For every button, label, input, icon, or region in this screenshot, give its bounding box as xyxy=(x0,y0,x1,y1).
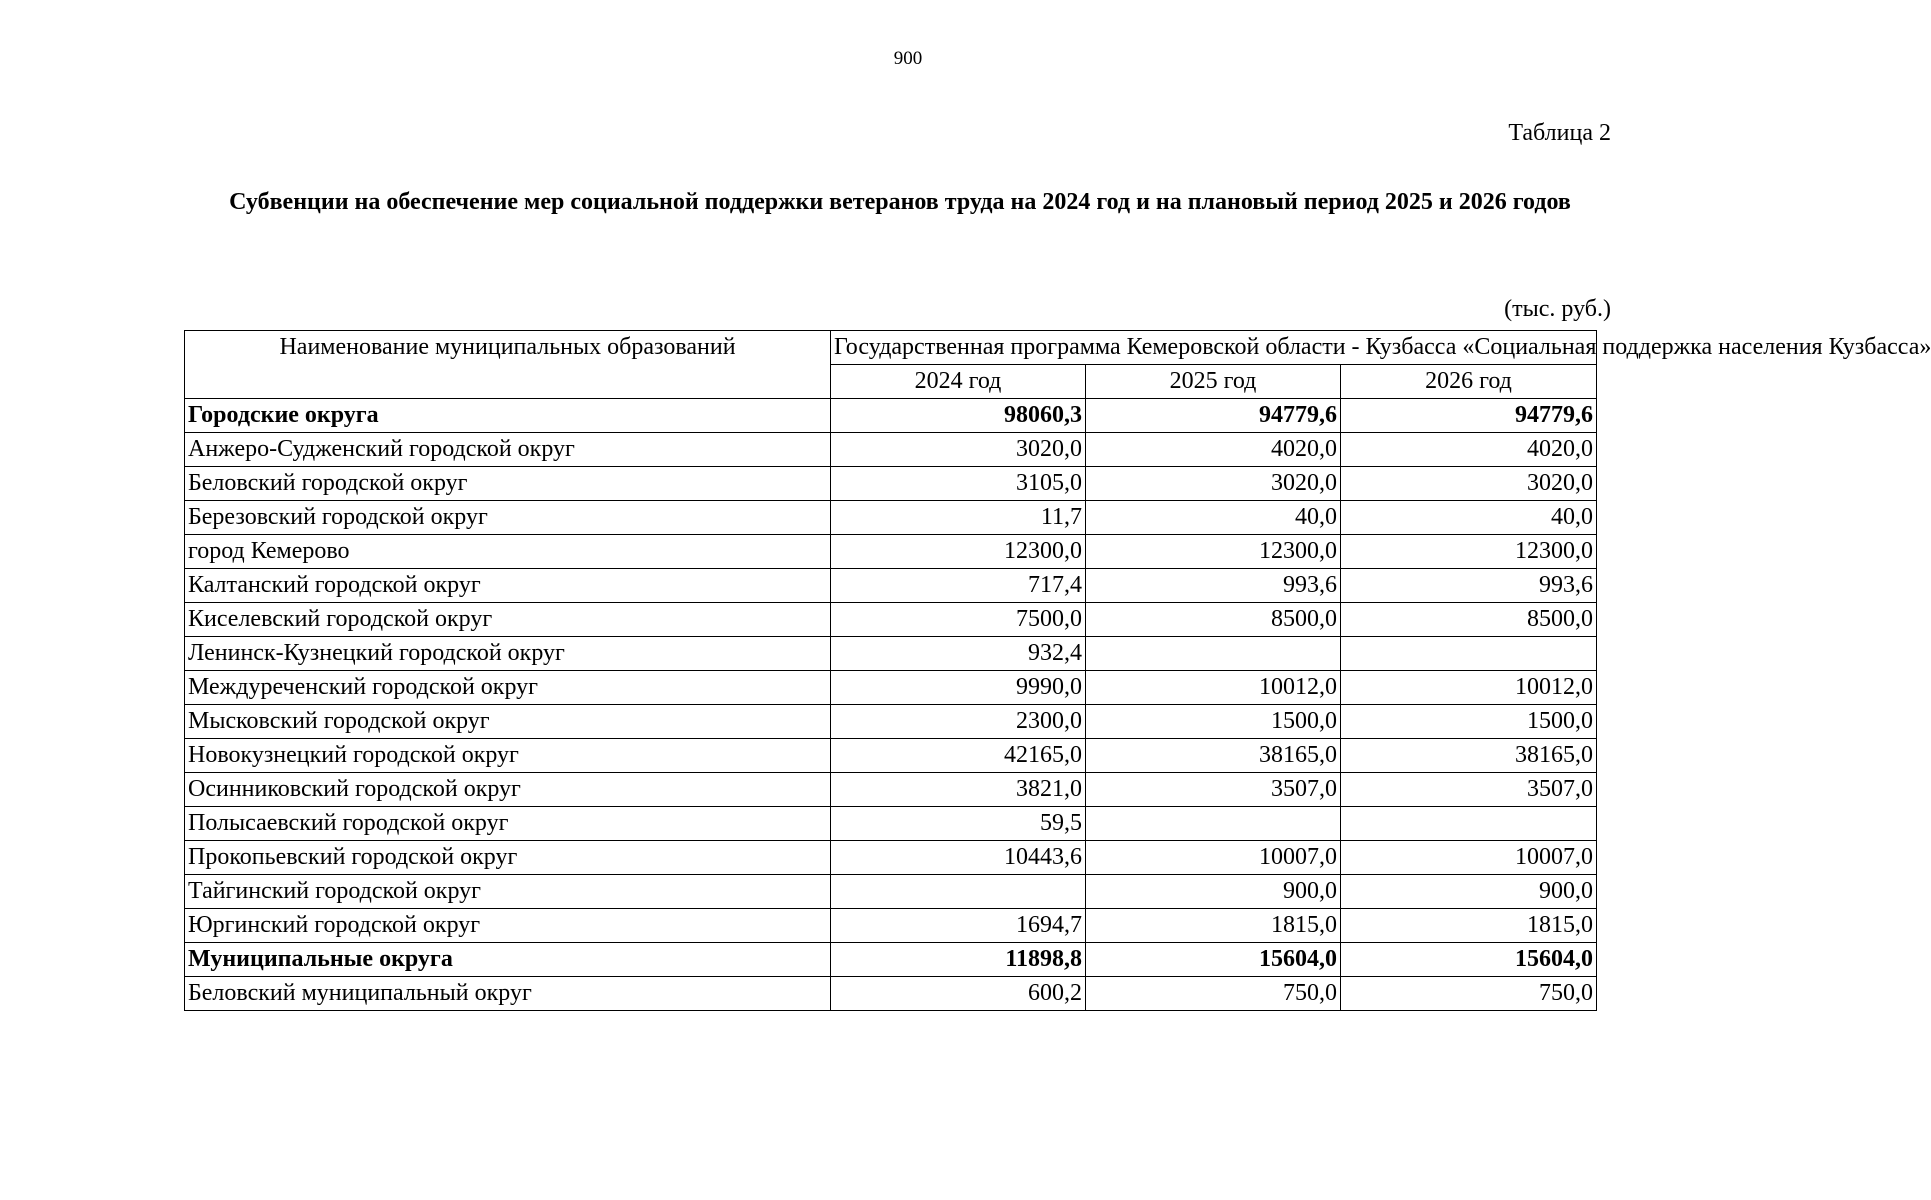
cell-value-2024: 2300,0 xyxy=(831,705,1086,739)
subsidies-table xyxy=(184,330,1931,1011)
cell-municipality-name: Муниципальные округа xyxy=(185,943,831,977)
table-label: Таблица 2 xyxy=(1508,120,1611,146)
table-row xyxy=(185,637,1597,671)
cell-municipality-name: Юргинский городской округ xyxy=(185,909,831,943)
table-row-group-total xyxy=(185,943,1597,977)
table-row xyxy=(185,841,1597,875)
cell-value-2025: 10012,0 xyxy=(1086,671,1341,705)
table-row xyxy=(185,467,1597,501)
cell-value-2024 xyxy=(831,875,1086,909)
cell-value-2025: 1815,0 xyxy=(1086,909,1341,943)
cell-municipality-name: Междуреченский городской округ xyxy=(185,671,831,705)
cell-value-2024: 1694,7 xyxy=(831,909,1086,943)
table-body xyxy=(185,399,1597,1011)
page-number: 900 xyxy=(893,48,923,69)
cell-municipality-name: Киселевский городской округ xyxy=(185,603,831,637)
cell-value-2025: 750,0 xyxy=(1086,977,1341,1011)
cell-value-2025: 12300,0 xyxy=(1086,535,1341,569)
table-row xyxy=(185,977,1597,1011)
cell-municipality-name: Беловский муниципальный округ xyxy=(185,977,831,1011)
table-row xyxy=(185,671,1597,705)
cell-value-2026: 12300,0 xyxy=(1341,535,1597,569)
cell-value-2026: 3507,0 xyxy=(1341,773,1597,807)
table-row xyxy=(185,909,1597,943)
table-row xyxy=(185,569,1597,603)
cell-municipality-name: Березовский городской округ xyxy=(185,501,831,535)
cell-municipality-name: Тайгинский городской округ xyxy=(185,875,831,909)
cell-value-2026: 94779,6 xyxy=(1341,399,1597,433)
cell-municipality-name: Калтанский городской округ xyxy=(185,569,831,603)
cell-value-2026: 750,0 xyxy=(1341,977,1597,1011)
table-row xyxy=(185,705,1597,739)
cell-value-2024: 59,5 xyxy=(831,807,1086,841)
table-row xyxy=(185,501,1597,535)
table-row xyxy=(185,875,1597,909)
header-state-program: Государственная программа Кемеровской области - Кузбасса «Социальная поддержка населения Кузбасса» xyxy=(831,331,1597,365)
cell-value-2025: 10007,0 xyxy=(1086,841,1341,875)
cell-value-2025 xyxy=(1086,807,1341,841)
cell-value-2026: 1815,0 xyxy=(1341,909,1597,943)
cell-value-2024: 98060,3 xyxy=(831,399,1086,433)
cell-value-2025: 94779,6 xyxy=(1086,399,1341,433)
table-row xyxy=(185,739,1597,773)
cell-municipality-name: Новокузнецкий городской округ xyxy=(185,739,831,773)
cell-value-2025: 993,6 xyxy=(1086,569,1341,603)
header-year-2024: 2024 год xyxy=(831,365,1086,399)
cell-value-2026 xyxy=(1341,637,1597,671)
cell-value-2024: 10443,6 xyxy=(831,841,1086,875)
cell-value-2025: 3507,0 xyxy=(1086,773,1341,807)
cell-value-2026: 993,6 xyxy=(1341,569,1597,603)
cell-value-2024: 11,7 xyxy=(831,501,1086,535)
table-row xyxy=(185,535,1597,569)
cell-value-2025: 38165,0 xyxy=(1086,739,1341,773)
cell-value-2026: 38165,0 xyxy=(1341,739,1597,773)
cell-value-2024: 42165,0 xyxy=(831,739,1086,773)
cell-value-2025: 900,0 xyxy=(1086,875,1341,909)
cell-value-2025: 4020,0 xyxy=(1086,433,1341,467)
table-row xyxy=(185,433,1597,467)
cell-municipality-name: город Кемерово xyxy=(185,535,831,569)
cell-value-2026: 8500,0 xyxy=(1341,603,1597,637)
cell-municipality-name: Городские округа xyxy=(185,399,831,433)
cell-value-2026: 4020,0 xyxy=(1341,433,1597,467)
cell-value-2025: 8500,0 xyxy=(1086,603,1341,637)
cell-value-2024: 717,4 xyxy=(831,569,1086,603)
units-note: (тыс. руб.) xyxy=(1504,296,1611,322)
cell-value-2026: 10012,0 xyxy=(1341,671,1597,705)
cell-value-2024: 3105,0 xyxy=(831,467,1086,501)
cell-value-2026: 3020,0 xyxy=(1341,467,1597,501)
cell-value-2026: 40,0 xyxy=(1341,501,1597,535)
header-municipality-name: Наименование муниципальных образований xyxy=(185,331,831,399)
cell-value-2024: 3020,0 xyxy=(831,433,1086,467)
cell-value-2026: 10007,0 xyxy=(1341,841,1597,875)
cell-value-2026: 900,0 xyxy=(1341,875,1597,909)
table-row xyxy=(185,773,1597,807)
cell-value-2024: 11898,8 xyxy=(831,943,1086,977)
header-year-2025: 2025 год xyxy=(1086,365,1341,399)
cell-value-2024: 932,4 xyxy=(831,637,1086,671)
cell-value-2024: 3821,0 xyxy=(831,773,1086,807)
cell-municipality-name: Беловский городской округ xyxy=(185,467,831,501)
cell-value-2024: 12300,0 xyxy=(831,535,1086,569)
cell-municipality-name: Полысаевский городской округ xyxy=(185,807,831,841)
cell-value-2025: 15604,0 xyxy=(1086,943,1341,977)
cell-municipality-name: Мысковский городской округ xyxy=(185,705,831,739)
cell-value-2026: 1500,0 xyxy=(1341,705,1597,739)
cell-value-2026: 15604,0 xyxy=(1341,943,1597,977)
cell-municipality-name: Анжеро-Судженский городской округ xyxy=(185,433,831,467)
cell-value-2025 xyxy=(1086,637,1341,671)
cell-value-2024: 9990,0 xyxy=(831,671,1086,705)
table-row xyxy=(185,603,1597,637)
document-title: Субвенции на обеспечение мер социальной поддержки ветеранов труда на 2024 год и на плановый период 2025 и 2026 годов xyxy=(229,189,1571,215)
table-row-group-total xyxy=(185,399,1597,433)
cell-municipality-name: Прокопьевский городской округ xyxy=(185,841,831,875)
cell-value-2024: 600,2 xyxy=(831,977,1086,1011)
cell-value-2025: 3020,0 xyxy=(1086,467,1341,501)
header-year-2026: 2026 год xyxy=(1341,365,1597,399)
cell-value-2025: 40,0 xyxy=(1086,501,1341,535)
table-row xyxy=(185,807,1597,841)
cell-value-2026 xyxy=(1341,807,1597,841)
cell-municipality-name: Осинниковский городской округ xyxy=(185,773,831,807)
cell-value-2024: 7500,0 xyxy=(831,603,1086,637)
cell-municipality-name: Ленинск-Кузнецкий городской округ xyxy=(185,637,831,671)
cell-value-2025: 1500,0 xyxy=(1086,705,1341,739)
